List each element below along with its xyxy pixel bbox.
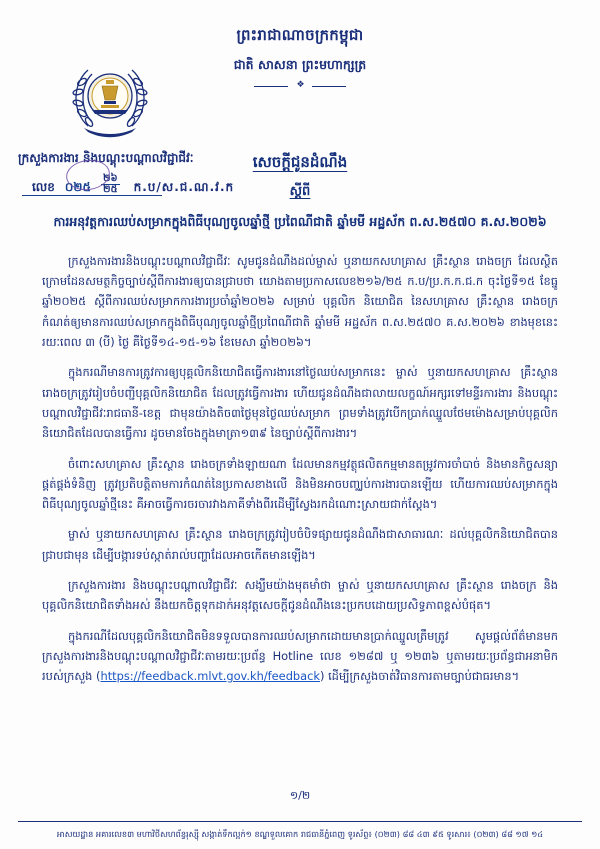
page-title: សេចក្ដីជូនដំណឹង xyxy=(252,153,348,171)
page-topic: ការអនុវត្តការឈប់សម្រាកក្នុងពិធីបុណ្យចូលឆ្នាំថ្មី ប្រពៃណីជាតិ ឆ្នាំមមី អដ្ឋស័ក ព.ស.២៥៧០ គ.ស.២០២៦ xyxy=(53,214,547,229)
number-suffix: ក.ប/ស.ជ.ណ.វ.ក xyxy=(133,180,235,194)
national-motto: ជាតិ សាសនា ព្រះមហាក្សត្រ xyxy=(233,57,367,72)
signature-mark xyxy=(422,766,555,819)
footer-divider xyxy=(18,821,582,822)
number-label: លេខ xyxy=(32,180,55,194)
motto-ornament-icon: ❖ xyxy=(296,80,304,90)
number-fraction-bottom: ២៥ xyxy=(102,184,118,195)
document-body xyxy=(42,251,558,687)
body-paragraph-3: ចំពោះសហគ្រាស គ្រឹះស្ថាន រោងចក្រទាំងឡាយណា ដែលមានកម្មវត្ថុផលិតកម្មមានតម្រូវការចាំបាច់ និងមានកិច្ចសន្យាផ្គត់ផ្គង់ទំនិញ ត្រូវប្រតិបត្តិតាមការកំណត់នៃប្រកាសខាងលើ និងមិនអាចបញ្ឈប់ការងារបានឡើយ ហើយការឈប់សម្រាកក្នុងពិធីបុណ្យចូលឆ្នាំថ្មីនេះ គឺអាចធ្វើការចរចារវាងភាគីទាំងពីរដើម្បីស្វែងរកដំណោះស្រាយជាក់ស្ដែង។ xyxy=(42,456,558,512)
number-fraction-top: ២៦ xyxy=(102,173,118,184)
body-paragraph-6: ក្នុងករណីដែលបុគ្គលិកនិយោជិតមិនទទួលបានការឈប់សម្រាកដោយមានប្រាក់ឈ្នួលត្រឹមត្រូវ សូមផ្ដល់ព័ត៌មានមកក្រសួងការងារនិងបណ្ដុះបណ្ដាលវិជ្ជាជីវៈតាមរយៈប្រព័ន្ធ Hotline លេខ ១២៨៧ ឬ ១២៣៦ ឬតាមរយៈប្រព័ន្ធជាអនាមិករបស់ក្រសួង (https://feedback.mlvt.gov.kh/feedback) ដើម្បីក្រសួងចាត់វិធានការតាមច្បាប់ជាធរមាន។ xyxy=(42,628,558,684)
body-paragraph-1: ក្រសួងការងារនិងបណ្ដុះបណ្ដាលវិជ្ជាជីវៈ សូមជូនដំណឹងដល់ម្ចាស់ ឬនាយកសហគ្រាស គ្រឹះស្ថាន រោងចក្រ ដែលស្ថិតក្រោមដែនសមត្ថកិច្ចច្បាប់ស្ដីពីការងារឲ្យបានជ្រាបថា យោងតាមប្រកាសលេខ២១៦/២៥ ក.ប/ប្រ.ក.ក.ជ.ក ចុះថ្ងៃទី១៥ ខែធ្នូ ឆ្នាំ២០២៥ ស្ដីពីការឈប់សម្រាកការងារប្រចាំឆ្នាំ២០២៦ សម្រាប់ បុគ្គលិក និយោជិត នៃសហគ្រាស គ្រឹះស្ថាន រោងចក្រ កំណត់ឲ្យមានការឈប់សម្រាកក្នុងពិធីបុណ្យចូលឆ្នាំថ្មីប្រពៃណីជាតិ ឆ្នាំមមី អដ្ឋស័ក ព.ស.២៥៧០ គ.ស.២០២៦ ខាងមុខនេះ រយៈពេល ៣ (បី) ថ្ងៃ គឺថ្ងៃទី១៤-១៥-១៦ ខែមេសា ឆ្នាំ២០២៦។ xyxy=(42,253,558,350)
motto-divider xyxy=(254,82,346,91)
number-value: ០២៥ xyxy=(64,180,91,194)
body-paragraph-2: ក្នុងករណីមានការត្រូវការឲ្យបុគ្គលិកនិយោជិតធ្វើការងារនៅថ្ងៃឈប់សម្រាកនេះ ម្ចាស់ ឬនាយកសហគ្រាស គ្រឹះស្ថាន រោងចក្រត្រូវរៀបចំបញ្ជីបុគ្គលិកនិយោជិត ដែលត្រូវធ្វើការងារ ហើយជូនដំណឹងជាលាយលក្ខណ៍អក្សរទៅមន្ទីរការងារ និងបណ្ដុះបណ្ដាលវិជ្ជាជីវៈរាជធានី-ខេត្ត ជាមុនយ៉ាងតិច៣ថ្ងៃមុនថ្ងៃឈប់សម្រាក ព្រមទាំងត្រូវបើកប្រាក់ឈ្នួលថែមម៉ោងសម្រាប់បុគ្គលិកនិយោជិតដែលបានធ្វើការ ដូចមានចែងក្នុងមាត្រា១៣៩ នៃច្បាប់ស្ដីពីការងារ។ xyxy=(42,365,558,441)
feedback-link[interactable]: https://feedback.mlvt.gov.kh/feedback xyxy=(100,669,320,684)
body-paragraph-4: ម្ចាស់ ឬនាយកសហគ្រាស គ្រឹះស្ថាន រោងចក្រត្រូវរៀបចំបិទផ្សាយជូនដំណឹងជាសាធារណៈ ដល់បុគ្គលិកនិយោជិតបានជ្រាបជាមុន ដើម្បីបង្ការទប់ស្កាត់រាល់បញ្ហាដែលអាចកើតមានឡើង។ xyxy=(42,527,558,562)
royal-emblem-icon xyxy=(62,48,158,144)
footer-address: អាសយដ្ឋាន អគារលេខ៣ មហាវិថីសហព័ន្ធរុស្ស៊ី សង្កាត់ទឹកល្អក់១ ខណ្ឌទួលគោក រាជធានីភ្នំពេញ ទូរស័ព្ទ៖ (០២៣) ៨៨ ៤៣ ៩៥ ទូរសារ៖ (០២៣) ៨៨ ១៧ ១៤ xyxy=(56,828,544,839)
ministry-name: ក្រសួងការងារ និងបណ្ដុះបណ្ដាលវិជ្ជាជីវៈ xyxy=(18,151,194,165)
page-number: ១/២ xyxy=(289,789,311,802)
kingdom-title: ព្រះរាជាណាចក្រកម្ពុជា xyxy=(236,26,364,44)
page-subtitle: ស្ដីពី xyxy=(289,184,311,199)
body-paragraph-5: ក្រសួងការងារ និងបណ្ដុះបណ្ដាលវិជ្ជាជីវៈ សង្ឃឹមយ៉ាងមុតមាំថា ម្ចាស់ ឬនាយកសហគ្រាស គ្រឹះស្ថាន រោងចក្រ និងបុគ្គលិកនិយោជិតទាំងអស់ នឹងយកចិត្តទុកដាក់អនុវត្តសេចក្ដីជូនដំណឹងនេះប្រកបដោយប្រសិទ្ធភាពខ្ពស់បំផុត។ xyxy=(42,578,558,613)
